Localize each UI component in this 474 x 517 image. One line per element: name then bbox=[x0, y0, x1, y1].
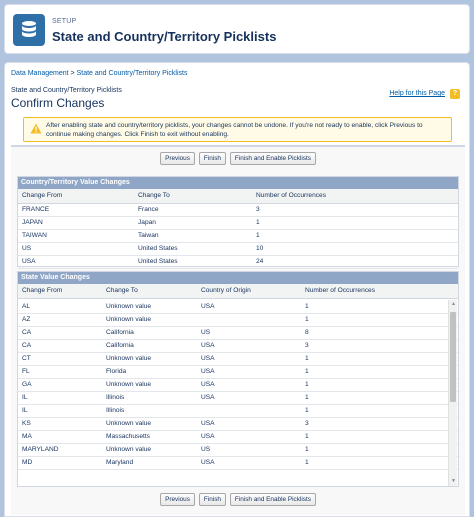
table-cell: 3 bbox=[301, 417, 458, 430]
breadcrumb-data-management[interactable]: Data Management bbox=[11, 70, 69, 77]
table-cell: 24 bbox=[252, 255, 458, 268]
table-cell: TAIWAN bbox=[18, 229, 134, 242]
table-row bbox=[18, 378, 458, 391]
table-cell: France bbox=[134, 203, 252, 216]
state-changes-table-header bbox=[18, 284, 458, 299]
table-cell: MD bbox=[18, 456, 102, 469]
table-cell: 1 bbox=[301, 313, 458, 326]
table-cell: USA bbox=[197, 378, 301, 391]
table-row bbox=[18, 313, 458, 326]
table-cell: AL bbox=[18, 300, 102, 313]
table-cell: IL bbox=[18, 391, 102, 404]
table-row bbox=[18, 300, 458, 313]
help-icon[interactable]: ? bbox=[450, 89, 460, 99]
table-cell: KS bbox=[18, 417, 102, 430]
table-row bbox=[18, 242, 458, 255]
table-cell: 1 bbox=[252, 229, 458, 242]
state-table-scroll-area[interactable] bbox=[18, 300, 458, 486]
table-cell: Taiwan bbox=[134, 229, 252, 242]
table-row bbox=[18, 216, 458, 229]
table-cell: CA bbox=[18, 326, 102, 339]
column-header: Change To bbox=[134, 189, 252, 203]
state-changes-table bbox=[18, 300, 458, 470]
table-cell: USA bbox=[197, 352, 301, 365]
setup-header bbox=[4, 4, 470, 54]
column-header: Change From bbox=[18, 284, 102, 298]
table-row bbox=[18, 255, 458, 268]
table-row bbox=[18, 352, 458, 365]
table-cell: 1 bbox=[301, 300, 458, 313]
table-cell: California bbox=[102, 339, 197, 352]
table-cell: United States bbox=[134, 255, 252, 268]
finish-enable-button[interactable]: Finish and Enable Picklists bbox=[230, 152, 316, 165]
table-cell: FRANCE bbox=[18, 203, 134, 216]
table-cell: 1 bbox=[301, 443, 458, 456]
table-cell: 1 bbox=[301, 456, 458, 469]
table-row bbox=[18, 456, 458, 469]
finish-button[interactable]: Finish bbox=[199, 152, 226, 165]
table-cell: CT bbox=[18, 352, 102, 365]
breadcrumb bbox=[11, 70, 187, 77]
vertical-scrollbar[interactable] bbox=[448, 300, 457, 486]
help-link[interactable]: Help for this Page bbox=[389, 90, 445, 97]
page-title: Confirm Changes bbox=[11, 96, 105, 110]
breadcrumb-separator: > bbox=[70, 70, 75, 77]
table-cell: USA bbox=[197, 456, 301, 469]
scroll-down-icon[interactable]: ▼ bbox=[451, 478, 456, 484]
table-row bbox=[18, 417, 458, 430]
column-header: Change To bbox=[102, 284, 197, 298]
table-cell: 1 bbox=[301, 378, 458, 391]
table-cell: MA bbox=[18, 430, 102, 443]
main-content bbox=[4, 62, 470, 517]
previous-button[interactable]: Previous bbox=[160, 152, 195, 165]
warning-icon bbox=[30, 123, 42, 136]
scroll-up-icon[interactable]: ▲ bbox=[451, 301, 456, 307]
table-cell: Unknown value bbox=[102, 443, 197, 456]
warning-text: After enabling state and country/territory picklists, your changes cannot be undone. If you're not ready to enable, click Previous to continue making changes. Click Finish to exit without enabling. bbox=[46, 122, 423, 138]
table-row bbox=[18, 203, 458, 216]
table-cell: US bbox=[197, 326, 301, 339]
country-changes-section bbox=[17, 176, 459, 267]
table-cell: 1 bbox=[252, 216, 458, 229]
table-cell: Florida bbox=[102, 365, 197, 378]
table-cell: Illinois bbox=[102, 404, 197, 417]
table-cell bbox=[197, 404, 301, 417]
table-cell: GA bbox=[18, 378, 102, 391]
table-cell: USA bbox=[197, 430, 301, 443]
table-cell: 1 bbox=[301, 365, 458, 378]
finish-enable-button[interactable]: Finish and Enable Picklists bbox=[230, 493, 316, 506]
table-cell: JAPAN bbox=[18, 216, 134, 229]
table-row bbox=[18, 391, 458, 404]
table-cell: Unknown value bbox=[102, 352, 197, 365]
table-cell: 1 bbox=[301, 352, 458, 365]
confirm-block bbox=[11, 145, 465, 515]
table-cell: Japan bbox=[134, 216, 252, 229]
table-row bbox=[18, 229, 458, 242]
setup-label: SETUP bbox=[52, 18, 77, 25]
table-cell: 1 bbox=[301, 404, 458, 417]
page-subtitle: State and Country/Territory Picklists bbox=[11, 87, 122, 94]
table-row bbox=[18, 404, 458, 417]
table-cell: Massachusetts bbox=[102, 430, 197, 443]
table-cell: 1 bbox=[301, 430, 458, 443]
table-cell: US bbox=[197, 443, 301, 456]
table-cell: USA bbox=[197, 417, 301, 430]
table-cell: US bbox=[18, 242, 134, 255]
table-cell: Unknown value bbox=[102, 417, 197, 430]
table-cell: Illinois bbox=[102, 391, 197, 404]
state-section-title: State Value Changes bbox=[18, 272, 458, 284]
table-cell: 3 bbox=[301, 339, 458, 352]
table-cell: USA bbox=[197, 391, 301, 404]
table-cell: Maryland bbox=[102, 456, 197, 469]
table-cell: 8 bbox=[301, 326, 458, 339]
table-row bbox=[18, 326, 458, 339]
table-cell: USA bbox=[197, 300, 301, 313]
warning-message bbox=[23, 117, 452, 142]
scrollbar-thumb[interactable] bbox=[450, 312, 456, 402]
table-cell: 3 bbox=[252, 203, 458, 216]
table-cell: 1 bbox=[301, 391, 458, 404]
table-cell: CA bbox=[18, 339, 102, 352]
table-cell bbox=[197, 313, 301, 326]
column-header: Change From bbox=[18, 189, 134, 203]
header-title: State and Country/Territory Picklists bbox=[52, 29, 277, 44]
country-section-title: Country/Territory Value Changes bbox=[18, 177, 458, 189]
state-changes-section bbox=[17, 271, 459, 487]
table-row bbox=[18, 443, 458, 456]
table-cell: 10 bbox=[252, 242, 458, 255]
database-icon bbox=[13, 14, 45, 46]
table-cell: Unknown value bbox=[102, 378, 197, 391]
table-cell: USA bbox=[18, 255, 134, 268]
table-cell: IL bbox=[18, 404, 102, 417]
table-row bbox=[18, 365, 458, 378]
column-header: Number of Occurrences bbox=[301, 284, 458, 298]
breadcrumb-picklists[interactable]: State and Country/Territory Picklists bbox=[76, 70, 188, 77]
table-row bbox=[18, 430, 458, 443]
table-cell: California bbox=[102, 326, 197, 339]
previous-button[interactable]: Previous bbox=[160, 493, 195, 506]
table-cell: FL bbox=[18, 365, 102, 378]
table-cell: MARYLAND bbox=[18, 443, 102, 456]
table-cell: Unknown value bbox=[102, 300, 197, 313]
table-row bbox=[18, 339, 458, 352]
table-cell: Unknown value bbox=[102, 313, 197, 326]
finish-button[interactable]: Finish bbox=[199, 493, 226, 506]
table-cell: United States bbox=[134, 242, 252, 255]
bottom-button-row bbox=[11, 493, 465, 509]
country-changes-table bbox=[18, 189, 458, 269]
table-cell: USA bbox=[197, 339, 301, 352]
table-cell: USA bbox=[197, 365, 301, 378]
top-button-row bbox=[11, 152, 465, 168]
column-header: Country of Origin bbox=[197, 284, 301, 298]
column-header: Number of Occurrences bbox=[252, 189, 458, 203]
table-cell: AZ bbox=[18, 313, 102, 326]
